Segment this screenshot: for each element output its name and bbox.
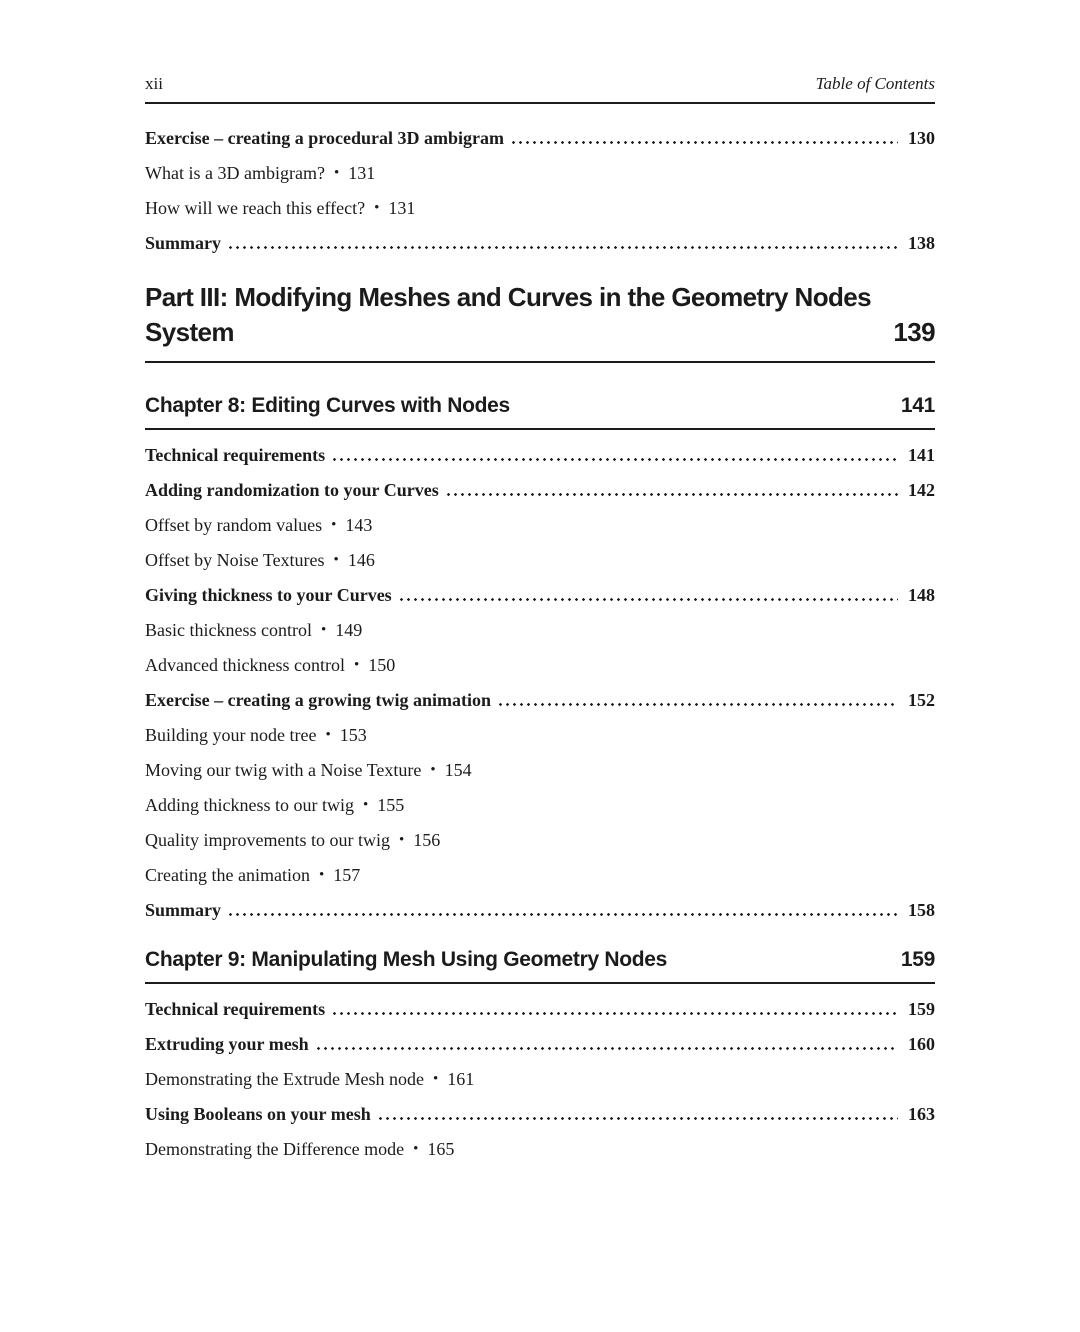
bullet-separator: • (320, 622, 327, 638)
entry-page: 150 (368, 655, 396, 675)
entry-page: 156 (413, 830, 441, 850)
entry-page: 138 (908, 233, 935, 253)
page-folio: xii (145, 74, 163, 93)
entry-page: 165 (427, 1139, 455, 1159)
toc-entry (145, 689, 935, 711)
dot-leader (333, 1012, 898, 1015)
entry-label: What is a 3D ambigram? (145, 163, 325, 183)
entry-label: Summary (145, 900, 221, 920)
entry-label: Creating the animation (145, 865, 310, 885)
entry-page: 146 (347, 550, 375, 570)
toc-subentry (145, 794, 935, 816)
entry-label: Adding thickness to our twig (145, 795, 354, 815)
entry-page: 141 (908, 445, 935, 465)
entry-label: Technical requirements (145, 999, 326, 1019)
bullet-separator: • (318, 867, 325, 883)
chapter-9-entries (145, 998, 935, 1160)
entry-label: Quality improvements to our twig (145, 830, 390, 850)
entry-label: Advanced thickness control (145, 655, 345, 675)
entry-label: Adding randomization to your Curves (145, 480, 439, 500)
toc-subentry (145, 1068, 935, 1090)
toc-subentry (145, 864, 935, 886)
toc-subentry (145, 724, 935, 746)
toc-entry (145, 1033, 935, 1055)
entry-page: 131 (348, 163, 376, 183)
entry-page: 143 (345, 515, 373, 535)
entry-label: Demonstrating the Extrude Mesh node (145, 1069, 424, 1089)
toc-entry (145, 584, 935, 606)
part-title-line-2 (145, 315, 935, 350)
toc-subentry (145, 654, 935, 676)
toc-entry (145, 127, 935, 149)
toc-entry (145, 479, 935, 501)
entry-page: 152 (908, 690, 935, 710)
entry-page: 130 (908, 128, 935, 148)
chapter-8-heading (145, 393, 935, 430)
bullet-separator: • (432, 1071, 439, 1087)
toc-entry (145, 899, 935, 921)
running-title: Table of Contents (815, 74, 935, 93)
entry-label: How will we reach this effect? (145, 198, 366, 218)
bullet-separator: • (363, 797, 369, 813)
toc-subentry (145, 197, 935, 219)
entry-page: 163 (908, 1104, 935, 1124)
toc-subentry (145, 162, 935, 184)
page-header (145, 0, 935, 104)
entry-page: 153 (339, 725, 367, 745)
chapter-9-title: Chapter 9: Manipulating Mesh Using Geometry Nodes (145, 948, 668, 971)
entry-label: Basic thickness control (145, 620, 312, 640)
toc-subentry (145, 549, 935, 571)
bullet-separator: • (430, 762, 436, 778)
dot-leader (400, 598, 898, 601)
dot-leader (229, 246, 898, 249)
entry-page: 159 (908, 999, 935, 1019)
entry-page: 148 (908, 585, 935, 605)
entry-label: Offset by random values (145, 515, 323, 535)
bullet-separator: • (374, 200, 380, 216)
entry-label: Offset by Noise Textures (145, 550, 325, 570)
entry-label: Exercise – creating a growing twig animation (145, 690, 491, 710)
bullet-separator: • (325, 727, 331, 743)
toc-subentry (145, 619, 935, 641)
part-title-line-1: Part III: Modifying Meshes and Curves in the Geometry Nodes (145, 282, 871, 312)
entry-label: Using Booleans on your mesh (145, 1104, 371, 1124)
bullet-separator: • (331, 517, 337, 533)
entry-page: 161 (447, 1069, 475, 1089)
dot-leader (333, 458, 898, 461)
toc-subentry (145, 514, 935, 536)
chapter-9-page: 159 (900, 948, 935, 971)
toc-subentry (145, 829, 935, 851)
dot-leader (512, 141, 898, 144)
toc-entry (145, 444, 935, 466)
entry-page: 149 (335, 620, 363, 640)
entry-label: Extruding your mesh (145, 1034, 309, 1054)
entry-label: Moving our twig with a Noise Texture (145, 760, 422, 780)
entry-page: 142 (908, 480, 935, 500)
entry-page: 131 (388, 198, 416, 218)
toc-entry (145, 1103, 935, 1125)
dot-leader (379, 1117, 898, 1120)
chapter-8-page: 141 (900, 394, 935, 417)
chapter-9-heading (145, 947, 935, 984)
toc-entry (145, 998, 935, 1020)
toc-subentry (145, 1138, 935, 1160)
entry-label: Demonstrating the Difference mode (145, 1139, 405, 1159)
part-heading (145, 280, 935, 363)
dot-leader (317, 1047, 898, 1050)
toc-entry (145, 232, 935, 254)
bullet-separator: • (333, 552, 339, 568)
entry-page: 155 (377, 795, 405, 815)
dot-leader (229, 913, 898, 916)
entry-label: Giving thickness to your Curves (145, 585, 392, 605)
dot-leader (447, 493, 898, 496)
chapter-8-entries (145, 444, 935, 921)
part-page: 139 (893, 317, 935, 347)
bullet-separator: • (353, 657, 360, 673)
entry-label: Technical requirements (145, 445, 326, 465)
chapter-8-title: Chapter 8: Editing Curves with Nodes (145, 394, 510, 417)
toc-intro-entries (145, 127, 935, 254)
entry-page: 154 (444, 760, 472, 780)
bullet-separator: • (398, 832, 405, 848)
bullet-separator: • (333, 165, 340, 181)
entry-page: 158 (908, 900, 935, 920)
toc-subentry (145, 759, 935, 781)
dot-leader (499, 703, 898, 706)
entry-page: 160 (908, 1034, 935, 1054)
entry-label: Building your node tree (145, 725, 317, 745)
part-title-line-2-text: System (145, 317, 234, 347)
bullet-separator: • (413, 1141, 419, 1157)
entry-label: Exercise – creating a procedural 3D ambigram (145, 128, 504, 148)
entry-label: Summary (145, 233, 221, 253)
entry-page: 157 (333, 865, 361, 885)
